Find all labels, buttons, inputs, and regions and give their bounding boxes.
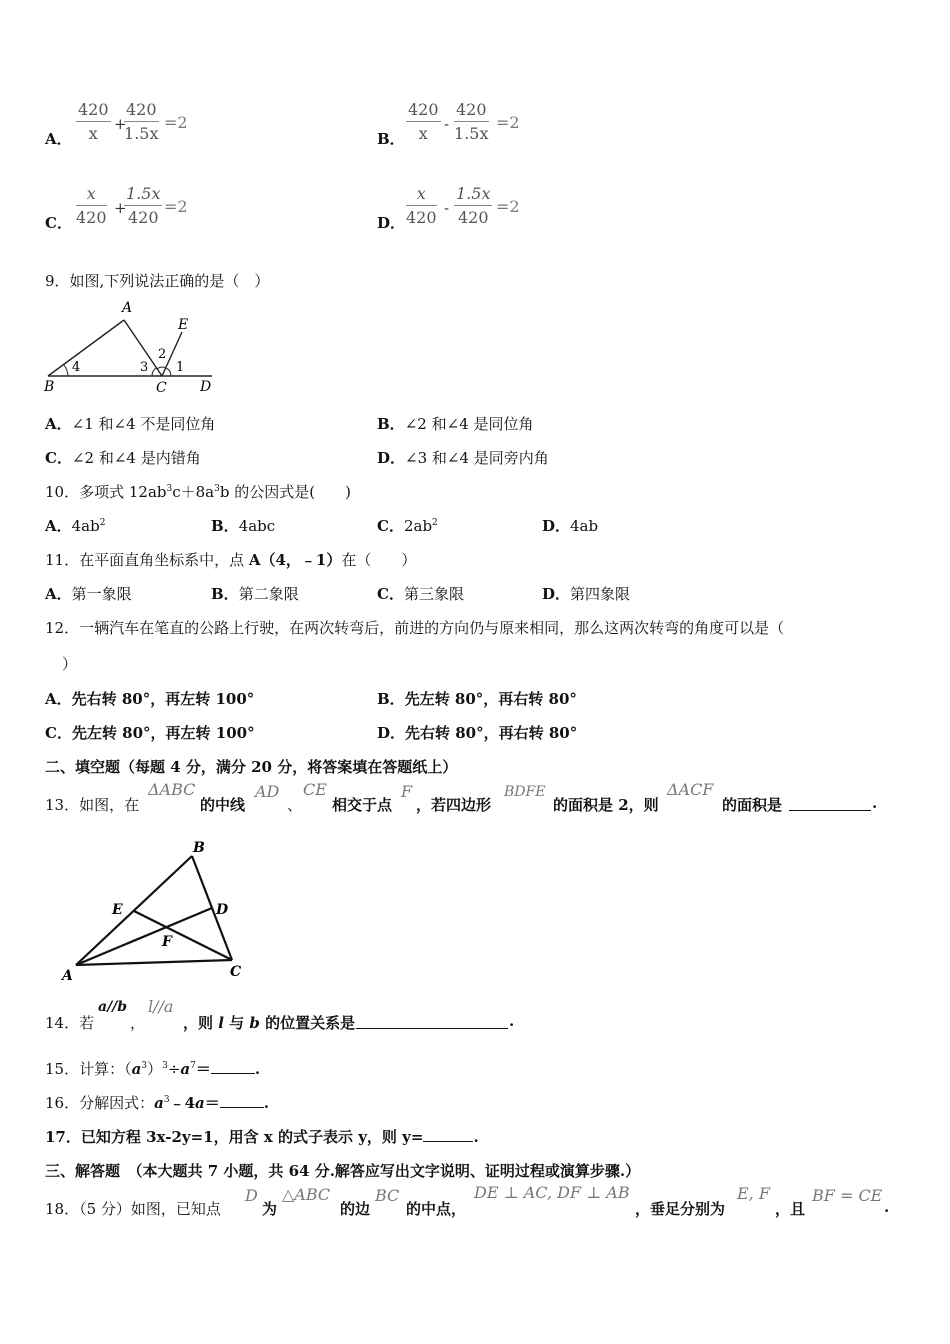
option-text: 先左转 80°，再右转 80° [404,690,577,708]
stem-text: 的边 [340,1200,371,1218]
stem-text: . [254,1060,261,1078]
label-a: A [122,300,133,316]
stem-text: 的位置关系是 [259,1014,356,1032]
option-text: 4ab [71,517,100,535]
q12-option-c [45,722,255,743]
option-text: ∠2 和∠4 是同位角 [404,415,534,433]
q10-option-c [377,515,438,536]
equation-rhs: =2 [164,197,188,216]
math-expr: AD [255,782,280,801]
stem-text: 17．已知方程 3x-2y=1，用含 x 的式子表示 y，则 y= [45,1128,424,1146]
stem-text: 与 [223,1014,250,1032]
stem-text: 相交于点 [332,796,393,814]
answer-blank[interactable] [789,794,871,811]
label-c: C [230,964,242,980]
numerator: 1.5x [124,183,162,206]
option-text: ∠2 和∠4 是内错角 [71,449,201,467]
stem-text: . [473,1128,479,1146]
section-heading-fill-in: 二、填空题（每题 4 分，满分 20 分，将答案填在答题纸上） [45,758,458,776]
stem-text: 16．分解因式： [45,1094,155,1112]
label-d: D [216,902,229,918]
option-label: B． [377,130,405,148]
option-label: D． [542,517,571,535]
operator: + [114,199,127,217]
side-ab [76,856,192,965]
option-text: 第三象限 [403,585,464,603]
operator: + [114,115,127,133]
superscript: 2 [432,518,438,528]
option-label: A． [45,130,72,148]
option-label: D． [542,585,571,603]
angle-label-3: 3 [140,360,149,375]
q12-stem-line1: 12．一辆汽车在笔直的公路上行驶，在两次转弯后，前进的方向仍与原来相同，那么这两次转弯的角度可以是（ [45,619,785,637]
superscript: 3 [141,1061,148,1071]
stem-text: 在（ ） [341,551,417,569]
numerator: x [406,183,437,206]
q10-option-d [542,515,598,536]
q9-option-a [45,413,215,434]
denominator: 420 [406,208,437,227]
stem-text: ﹣4 [169,1094,195,1112]
option-text: 第一象限 [71,585,132,603]
stem-text: 14．若 [45,1014,95,1032]
q11-stem [45,549,416,570]
q13-figure [56,832,256,988]
operator: - [444,199,450,217]
var-b: b [249,1014,260,1032]
denominator: 1.5x [124,124,159,143]
math-expr: l//a [148,997,174,1016]
equation-rhs: =2 [164,113,188,132]
angle-label-1: 1 [176,360,185,375]
label-e: E [112,902,123,918]
option-label: C． [45,724,72,742]
superscript: 3 [166,484,173,494]
option-label: A． [45,415,72,433]
stem-text: 18．（5 分）如图，已知点 [45,1200,221,1218]
stem-text: ，若四边形 [416,796,492,814]
q10-option-b [211,515,275,536]
option-label: C． [45,449,72,467]
math-expr: CE [303,780,327,799]
operator: - [444,115,450,133]
stem-text: 的面积是 [722,796,783,814]
side-ac [76,960,232,965]
option-text: 4abc [238,517,276,535]
option-label: A． [45,585,72,603]
label-c: C [156,380,167,396]
stem-text: 为 [262,1200,278,1218]
label-a: A [62,968,73,984]
math-expr: E, F [737,1184,770,1203]
var-a: a [131,1060,142,1078]
math-expr: F [401,782,413,801]
option-label: A． [45,690,72,708]
stem-text: ÷ [167,1060,181,1078]
stem-text: . [263,1094,269,1112]
math-expr: BC [375,1186,400,1205]
stem-text: ＝ [195,1060,211,1078]
option-text: 第二象限 [238,585,299,603]
math-expr: ΔABC [148,780,196,799]
answer-blank[interactable] [423,1127,473,1142]
label-b: B [44,379,55,395]
q17-stem [45,1126,479,1147]
label-e: E [178,317,189,333]
superscript: 3 [162,1061,168,1071]
q9-option-d [377,447,549,468]
numerator: 420 [454,99,489,122]
stem-text: 11．在平面直角坐标系中，点 [45,551,249,569]
q10-option-a [45,515,105,536]
option-text: 2ab [403,517,433,535]
fraction [124,183,162,230]
label-f: F [162,934,172,950]
stem-text: 13．如图，在 [45,796,140,814]
option-label: B． [211,517,239,535]
stem-text: ，且 [775,1200,806,1218]
numerator: x [76,183,107,206]
option-text: ∠1 和∠4 不是同位角 [71,415,216,433]
denominator: 1.5x [454,124,489,143]
math-expr: △ABC [282,1185,331,1204]
stem-text: 的中点， [406,1200,467,1218]
fraction [406,183,437,230]
equation-rhs: =2 [496,113,520,132]
math-expr: DE ⊥ AC, DF ⊥ AB [474,1183,630,1202]
stem-text: . [509,1012,515,1030]
q12-option-a [45,688,254,709]
var-a: a [195,1094,205,1112]
option-text: 第四象限 [570,585,631,603]
q9-option-c [45,447,201,468]
angle-arc-3 [152,368,156,376]
option-text: 4ab [570,517,599,535]
angle-arc-1 [166,368,171,376]
stem-text: ，则 [183,1014,219,1032]
label-d: D [200,379,212,395]
option-label: A． [45,517,72,535]
var-a: a [180,1060,191,1078]
fraction [124,99,159,146]
option-label: B． [377,690,405,708]
fraction [76,99,111,146]
q12-option-d [377,722,577,743]
q10-stem [45,481,351,502]
q9-figure [40,296,230,396]
var-l: l [218,1014,224,1032]
answer-blank[interactable] [211,1059,255,1074]
label-b: B [193,840,205,856]
superscript: 3 [214,484,220,494]
stem-text: ） [147,1060,163,1078]
option-text: 先右转 80°，再右转 80° [405,724,578,742]
q12-stem-line2: ） [62,655,78,673]
fraction [454,183,492,230]
option-text: 先左转 80°，再左转 100° [71,724,255,742]
denominator: 420 [76,208,107,227]
point-coordinates: A（4，﹣1） [248,551,342,569]
denominator: 420 [127,208,159,227]
stem-text: b 的公因式是( ) [219,483,351,501]
answer-blank[interactable] [220,1093,264,1108]
denominator: x [88,124,98,143]
numerator: 420 [406,99,441,122]
fraction [454,99,489,146]
stem-text: 15．计算：（ [45,1060,132,1078]
stem-text: ，垂足分别为 [635,1200,726,1218]
superscript: 3 [163,1095,170,1105]
denominator: 420 [457,208,489,227]
q11-option-d [542,583,630,604]
option-label: D． [377,449,406,467]
option-text: 先右转 80°，再左转 100° [71,690,255,708]
stem-text: 10．多项式 12ab [45,483,167,501]
q12-option-b [377,688,577,709]
math-expr: BF = CE [812,1186,883,1205]
option-label: C． [377,585,404,603]
option-label: B． [377,415,405,433]
stem-text: c＋8a [172,483,215,501]
stem-text: . [872,794,878,812]
math-expr: ΔACF [667,780,714,799]
superscript: 2 [99,518,106,528]
q15-stem [45,1058,260,1079]
option-text: ∠3 和∠4 是同旁内角 [405,449,549,467]
option-label: C． [377,517,404,535]
angle-arc-4 [64,365,68,376]
stem-text: ， [130,1014,146,1032]
equation-rhs: =2 [496,197,520,216]
option-label: C． [45,214,72,232]
angle-label-4: 4 [72,360,81,375]
math-expr: BDFE [504,784,546,800]
math-expr: D [245,1186,258,1205]
var-a: a [154,1094,164,1112]
superscript: 7 [190,1061,196,1071]
q11-option-b [211,583,299,604]
stem-text: ＝ [204,1094,220,1112]
answer-blank[interactable] [356,1012,508,1029]
stem-text: 的中线 [200,796,246,814]
option-label: D． [377,214,406,232]
stem-text: 、 [287,796,303,814]
angle-label-2: 2 [158,347,167,362]
denominator: x [418,124,428,143]
numerator: 420 [124,99,159,122]
option-label: D． [377,724,406,742]
numerator: 1.5x [454,183,492,206]
numerator: 420 [76,99,111,122]
stem-text-group [183,1012,355,1033]
q11-option-c [377,583,464,604]
fraction [76,183,107,230]
stem-text: 的面积是 2，则 [553,796,659,814]
line-ba [48,320,124,376]
section-heading-solutions: 三、解答题 （本大题共 7 小题，共 64 分.解答应写出文字说明、证明过程或演算步骤.） [45,1162,641,1180]
math-expr: a//b [98,999,128,1015]
fraction [406,99,441,146]
option-label: B． [211,585,239,603]
q16-stem [45,1092,269,1113]
stem-text: . [884,1198,890,1216]
q11-option-a [45,583,132,604]
q9-stem: 9．如图,下列说法正确的是（ ） [45,272,270,290]
q9-option-b [377,413,533,434]
